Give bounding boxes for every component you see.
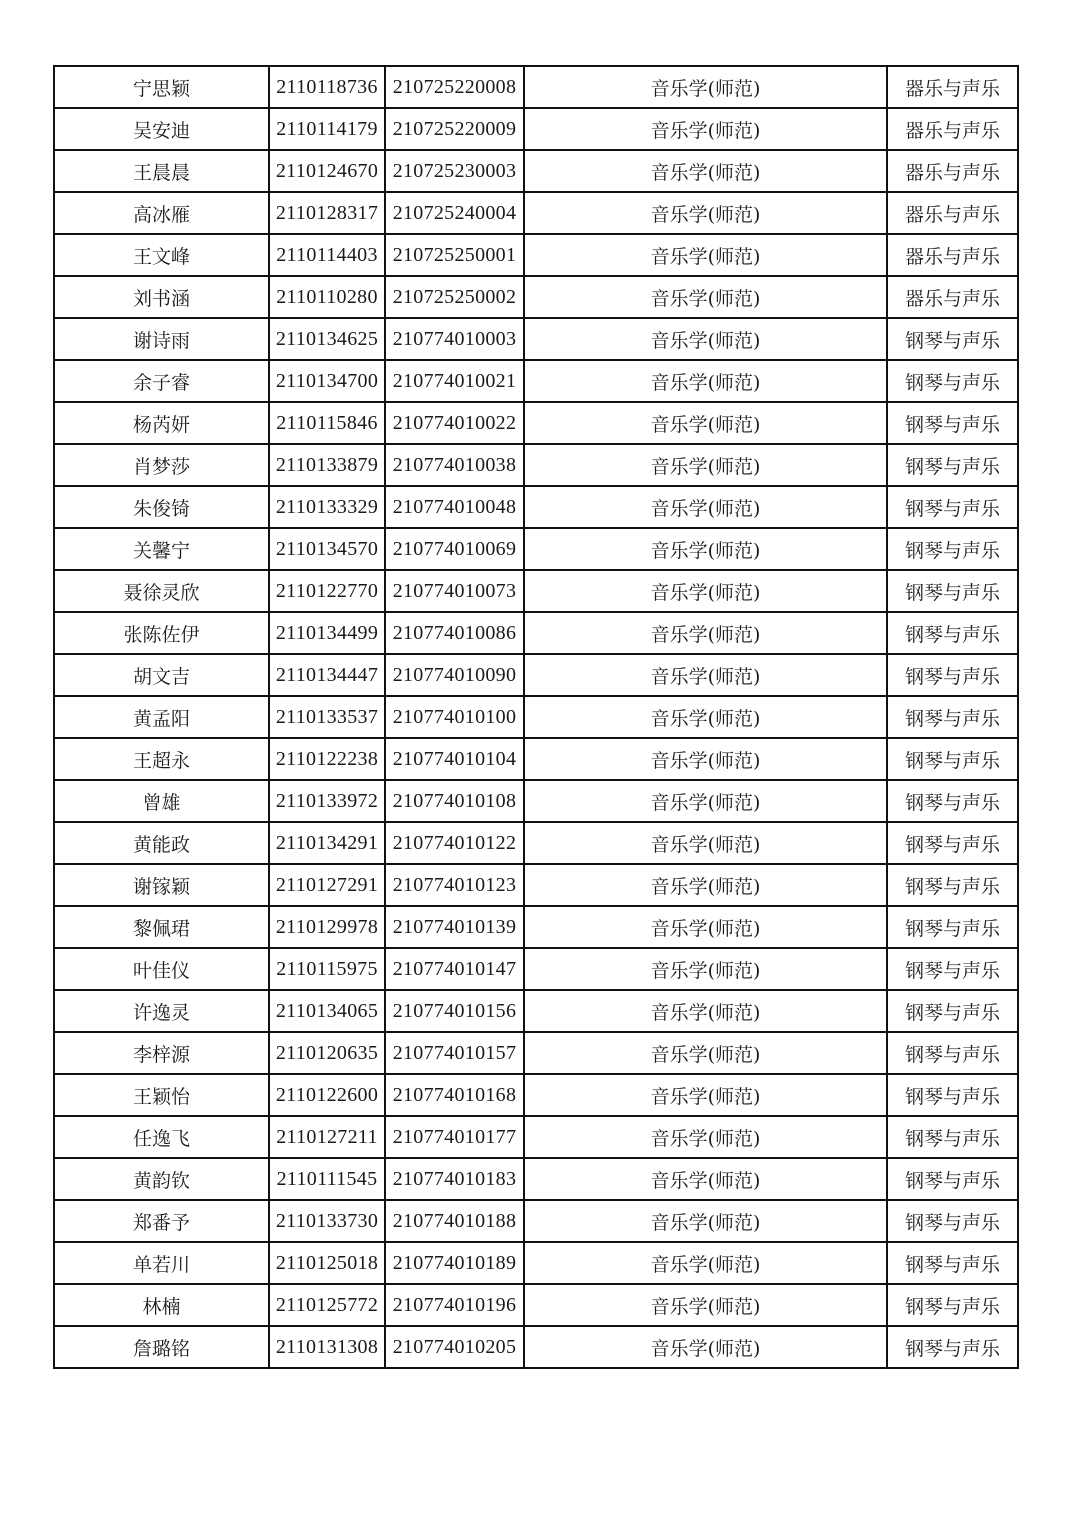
student-name-cell: 王颖怡 (54, 1074, 269, 1116)
direction-cell: 钢琴与声乐 (887, 402, 1018, 444)
candidate-number-cell: 210725250002 (385, 276, 524, 318)
exam-number-cell: 2110120635 (269, 1032, 385, 1074)
direction-cell: 钢琴与声乐 (887, 738, 1018, 780)
major-cell: 音乐学(师范) (524, 1242, 887, 1284)
student-name-cell: 任逸飞 (54, 1116, 269, 1158)
direction-cell: 钢琴与声乐 (887, 822, 1018, 864)
major-cell: 音乐学(师范) (524, 192, 887, 234)
candidate-number-cell: 210774010188 (385, 1200, 524, 1242)
direction-cell: 钢琴与声乐 (887, 1032, 1018, 1074)
major-cell: 音乐学(师范) (524, 822, 887, 864)
major-cell: 音乐学(师范) (524, 402, 887, 444)
student-name-cell: 聂徐灵欣 (54, 570, 269, 612)
major-cell: 音乐学(师范) (524, 1200, 887, 1242)
exam-number-cell: 2110131308 (269, 1326, 385, 1368)
candidate-number-cell: 210725250001 (385, 234, 524, 276)
exam-number-cell: 2110124670 (269, 150, 385, 192)
major-cell: 音乐学(师范) (524, 780, 887, 822)
table-row (54, 1200, 1018, 1242)
candidate-number-cell: 210725240004 (385, 192, 524, 234)
direction-cell: 钢琴与声乐 (887, 360, 1018, 402)
table-row (54, 486, 1018, 528)
direction-cell: 钢琴与声乐 (887, 990, 1018, 1032)
major-cell: 音乐学(师范) (524, 906, 887, 948)
table-row (54, 360, 1018, 402)
table-row (54, 612, 1018, 654)
major-cell: 音乐学(师范) (524, 738, 887, 780)
direction-cell: 钢琴与声乐 (887, 318, 1018, 360)
table-row (54, 150, 1018, 192)
student-name-cell: 谢镓颖 (54, 864, 269, 906)
student-name-cell: 刘书涵 (54, 276, 269, 318)
exam-number-cell: 2110134625 (269, 318, 385, 360)
table-row (54, 66, 1018, 108)
candidate-number-cell: 210774010157 (385, 1032, 524, 1074)
major-cell: 音乐学(师范) (524, 66, 887, 108)
table-row (54, 192, 1018, 234)
student-name-cell: 黄孟阳 (54, 696, 269, 738)
student-name-cell: 王超永 (54, 738, 269, 780)
major-cell: 音乐学(师范) (524, 528, 887, 570)
student-name-cell: 谢诗雨 (54, 318, 269, 360)
major-cell: 音乐学(师范) (524, 990, 887, 1032)
direction-cell: 钢琴与声乐 (887, 444, 1018, 486)
student-name-cell: 黄韵钦 (54, 1158, 269, 1200)
major-cell: 音乐学(师范) (524, 696, 887, 738)
major-cell: 音乐学(师范) (524, 864, 887, 906)
major-cell: 音乐学(师范) (524, 1116, 887, 1158)
candidate-number-cell: 210774010086 (385, 612, 524, 654)
exam-number-cell: 2110134291 (269, 822, 385, 864)
exam-number-cell: 2110134570 (269, 528, 385, 570)
table-row (54, 990, 1018, 1032)
candidate-number-cell: 210774010168 (385, 1074, 524, 1116)
candidate-number-cell: 210725220009 (385, 108, 524, 150)
table-row (54, 570, 1018, 612)
candidate-number-cell: 210774010090 (385, 654, 524, 696)
table-row (54, 696, 1018, 738)
exam-number-cell: 2110133329 (269, 486, 385, 528)
major-cell: 音乐学(师范) (524, 570, 887, 612)
exam-number-cell: 2110134447 (269, 654, 385, 696)
exam-number-cell: 2110115846 (269, 402, 385, 444)
candidate-number-cell: 210774010022 (385, 402, 524, 444)
direction-cell: 器乐与声乐 (887, 108, 1018, 150)
candidate-number-cell: 210774010038 (385, 444, 524, 486)
exam-number-cell: 2110115975 (269, 948, 385, 990)
direction-cell: 钢琴与声乐 (887, 696, 1018, 738)
exam-number-cell: 2110134065 (269, 990, 385, 1032)
student-name-cell: 余子睿 (54, 360, 269, 402)
exam-number-cell: 2110114403 (269, 234, 385, 276)
exam-number-cell: 2110122600 (269, 1074, 385, 1116)
candidate-number-cell: 210774010021 (385, 360, 524, 402)
table-row (54, 318, 1018, 360)
student-name-cell: 黎佩珺 (54, 906, 269, 948)
table-row (54, 738, 1018, 780)
student-name-cell: 单若川 (54, 1242, 269, 1284)
student-name-cell: 杨芮妍 (54, 402, 269, 444)
major-cell: 音乐学(师范) (524, 1284, 887, 1326)
exam-number-cell: 2110122238 (269, 738, 385, 780)
table-row (54, 822, 1018, 864)
admission-list-table (53, 65, 1019, 1369)
exam-number-cell: 2110127211 (269, 1116, 385, 1158)
exam-number-cell: 2110127291 (269, 864, 385, 906)
table-row (54, 528, 1018, 570)
exam-number-cell: 2110110280 (269, 276, 385, 318)
exam-number-cell: 2110128317 (269, 192, 385, 234)
direction-cell: 钢琴与声乐 (887, 570, 1018, 612)
major-cell: 音乐学(师范) (524, 486, 887, 528)
direction-cell: 钢琴与声乐 (887, 906, 1018, 948)
direction-cell: 钢琴与声乐 (887, 654, 1018, 696)
direction-cell: 钢琴与声乐 (887, 1200, 1018, 1242)
table-row (54, 276, 1018, 318)
candidate-number-cell: 210774010100 (385, 696, 524, 738)
direction-cell: 器乐与声乐 (887, 66, 1018, 108)
candidate-number-cell: 210774010122 (385, 822, 524, 864)
major-cell: 音乐学(师范) (524, 234, 887, 276)
direction-cell: 钢琴与声乐 (887, 1074, 1018, 1116)
major-cell: 音乐学(师范) (524, 108, 887, 150)
table-row (54, 1284, 1018, 1326)
table-row (54, 1242, 1018, 1284)
exam-number-cell: 2110125772 (269, 1284, 385, 1326)
candidate-number-cell: 210725230003 (385, 150, 524, 192)
direction-cell: 钢琴与声乐 (887, 864, 1018, 906)
table-row (54, 654, 1018, 696)
exam-number-cell: 2110134499 (269, 612, 385, 654)
admission-list-body (54, 66, 1018, 1368)
major-cell: 音乐学(师范) (524, 1032, 887, 1074)
student-name-cell: 宁思颖 (54, 66, 269, 108)
student-name-cell: 李梓源 (54, 1032, 269, 1074)
candidate-number-cell: 210774010156 (385, 990, 524, 1032)
major-cell: 音乐学(师范) (524, 612, 887, 654)
direction-cell: 钢琴与声乐 (887, 612, 1018, 654)
direction-cell: 钢琴与声乐 (887, 1284, 1018, 1326)
table-row (54, 948, 1018, 990)
table-row (54, 402, 1018, 444)
exam-number-cell: 2110125018 (269, 1242, 385, 1284)
candidate-number-cell: 210774010108 (385, 780, 524, 822)
exam-number-cell: 2110118736 (269, 66, 385, 108)
direction-cell: 器乐与声乐 (887, 150, 1018, 192)
student-name-cell: 林楠 (54, 1284, 269, 1326)
candidate-number-cell: 210774010147 (385, 948, 524, 990)
table-row (54, 1116, 1018, 1158)
direction-cell: 器乐与声乐 (887, 234, 1018, 276)
direction-cell: 钢琴与声乐 (887, 486, 1018, 528)
student-name-cell: 高冰雁 (54, 192, 269, 234)
exam-number-cell: 2110114179 (269, 108, 385, 150)
student-name-cell: 吴安迪 (54, 108, 269, 150)
exam-number-cell: 2110133730 (269, 1200, 385, 1242)
major-cell: 音乐学(师范) (524, 948, 887, 990)
major-cell: 音乐学(师范) (524, 318, 887, 360)
candidate-number-cell: 210774010183 (385, 1158, 524, 1200)
student-name-cell: 张陈佐伊 (54, 612, 269, 654)
major-cell: 音乐学(师范) (524, 1158, 887, 1200)
exam-number-cell: 2110133972 (269, 780, 385, 822)
candidate-number-cell: 210774010177 (385, 1116, 524, 1158)
major-cell: 音乐学(师范) (524, 360, 887, 402)
candidate-number-cell: 210774010123 (385, 864, 524, 906)
student-name-cell: 关馨宁 (54, 528, 269, 570)
student-name-cell: 王晨晨 (54, 150, 269, 192)
student-name-cell: 肖梦莎 (54, 444, 269, 486)
table-row (54, 1158, 1018, 1200)
student-name-cell: 王文峰 (54, 234, 269, 276)
candidate-number-cell: 210774010003 (385, 318, 524, 360)
table-row (54, 1326, 1018, 1368)
candidate-number-cell: 210725220008 (385, 66, 524, 108)
major-cell: 音乐学(师范) (524, 276, 887, 318)
student-name-cell: 黄能政 (54, 822, 269, 864)
direction-cell: 钢琴与声乐 (887, 1326, 1018, 1368)
table-row (54, 1032, 1018, 1074)
exam-number-cell: 2110133537 (269, 696, 385, 738)
table-row (54, 444, 1018, 486)
candidate-number-cell: 210774010139 (385, 906, 524, 948)
major-cell: 音乐学(师范) (524, 654, 887, 696)
table-row (54, 906, 1018, 948)
table-row (54, 780, 1018, 822)
major-cell: 音乐学(师范) (524, 1326, 887, 1368)
candidate-number-cell: 210774010205 (385, 1326, 524, 1368)
direction-cell: 钢琴与声乐 (887, 1158, 1018, 1200)
candidate-number-cell: 210774010196 (385, 1284, 524, 1326)
major-cell: 音乐学(师范) (524, 444, 887, 486)
exam-number-cell: 2110134700 (269, 360, 385, 402)
exam-number-cell: 2110122770 (269, 570, 385, 612)
exam-number-cell: 2110133879 (269, 444, 385, 486)
candidate-number-cell: 210774010189 (385, 1242, 524, 1284)
direction-cell: 钢琴与声乐 (887, 1242, 1018, 1284)
candidate-number-cell: 210774010073 (385, 570, 524, 612)
exam-number-cell: 2110111545 (269, 1158, 385, 1200)
direction-cell: 钢琴与声乐 (887, 528, 1018, 570)
table-row (54, 864, 1018, 906)
student-name-cell: 叶佳仪 (54, 948, 269, 990)
student-name-cell: 郑番予 (54, 1200, 269, 1242)
exam-number-cell: 2110129978 (269, 906, 385, 948)
direction-cell: 钢琴与声乐 (887, 780, 1018, 822)
table-row (54, 108, 1018, 150)
direction-cell: 钢琴与声乐 (887, 948, 1018, 990)
student-name-cell: 詹璐铭 (54, 1326, 269, 1368)
table-row (54, 234, 1018, 276)
major-cell: 音乐学(师范) (524, 1074, 887, 1116)
student-name-cell: 许逸灵 (54, 990, 269, 1032)
major-cell: 音乐学(师范) (524, 150, 887, 192)
table-row (54, 1074, 1018, 1116)
direction-cell: 器乐与声乐 (887, 192, 1018, 234)
candidate-number-cell: 210774010048 (385, 486, 524, 528)
direction-cell: 钢琴与声乐 (887, 1116, 1018, 1158)
student-name-cell: 朱俊锜 (54, 486, 269, 528)
candidate-number-cell: 210774010104 (385, 738, 524, 780)
student-name-cell: 曾雄 (54, 780, 269, 822)
direction-cell: 器乐与声乐 (887, 276, 1018, 318)
student-name-cell: 胡文吉 (54, 654, 269, 696)
candidate-number-cell: 210774010069 (385, 528, 524, 570)
